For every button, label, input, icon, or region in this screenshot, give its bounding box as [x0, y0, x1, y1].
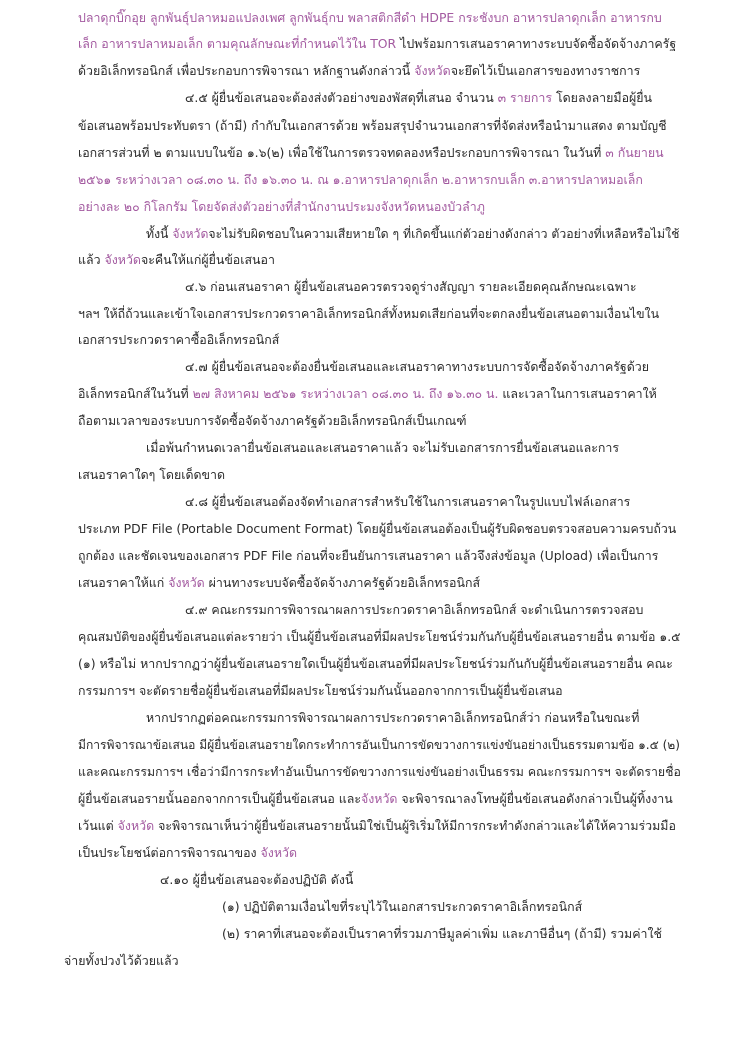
text-line — [146, 224, 679, 244]
body-text: เป็นประโยชน์ต่อการพิจารณาของ — [78, 845, 261, 860]
body-text: เมื่อพ้นกำหนดเวลายื่นข้อเสนอและเสนอราคาแล้ว จะไม่รับเอกสารการยื่นข้อเสนอและการ — [146, 440, 620, 455]
body-text: ถูกต้อง และชัดเจนของเอกสาร PDF File ก่อนที่จะยืนยันการเสนอราคา แล้วจึงส่งข้อมูล (Upload) เพื่อเป็นการ — [78, 548, 659, 563]
body-text: ทั้งนี้ — [146, 227, 173, 241]
text-line — [185, 88, 652, 108]
highlighted-text: ปลาดุกบิ๊กอุย ลูกพันธุ์ปลาหมอแปลงเพศ ลูกพันธุ์กบ พลาสติกสีดำ HDPE กระชังบก อาหารปลาดุกเล็ก อาหารกบ — [78, 10, 662, 25]
text-line — [78, 573, 480, 593]
text-line — [78, 735, 680, 755]
body-text: มีการพิจารณาข้อเสนอ มีผู้ยื่นข้อเสนอรายใดกระทำการอันเป็นการขัดขวางการแข่งขันอย่างเป็นธรรมตามข้อ ๑.๕ (๒) — [78, 738, 680, 752]
body-text: เอกสารประกวดราคาซื้ออิเล็กทรอนิกส์ — [78, 332, 280, 347]
body-text: ๔.๖ ก่อนเสนอราคา ผู้ยื่นข้อเสนอควรตรวจดูร่างสัญญา รายละเอียดคุณลักษณะเฉพาะ — [185, 279, 637, 294]
body-text: เสนอราคาใดๆ โดยเด็ดขาด — [78, 467, 226, 482]
text-line — [64, 951, 179, 971]
body-text: ๔.๘ ผู้ยื่นข้อเสนอต้องจัดทำเอกสารสำหรับใช้ในการเสนอราคาในรูปแบบไฟล์เอกสาร — [185, 494, 631, 509]
body-text: ผู้ยื่นข้อเสนอรายนั้นออกจากการเป็นผู้ยื่นข้อเสนอ และ — [78, 791, 361, 806]
text-line — [78, 116, 666, 136]
highlighted-text: จังหวัด — [117, 818, 155, 833]
body-text: โดยลงลายมือผู้ยื่น — [552, 90, 653, 105]
body-text: ๔.๕ ผู้ยื่นข้อเสนอจะต้องส่งตัวอย่างของพัสดุที่เสนอ จำนวน — [185, 90, 498, 105]
highlighted-text: จังหวัด — [104, 252, 141, 267]
highlighted-text: จังหวัด — [172, 227, 209, 241]
body-text: เว้นแต่ — [78, 818, 118, 833]
text-line — [78, 197, 485, 217]
text-line — [78, 330, 279, 350]
text-line — [222, 924, 662, 944]
text-line — [78, 816, 676, 836]
body-text: (๒) ราคาที่เสนอจะต้องเป็นราคาที่รวมภาษีมูลค่าเพิ่ม และภาษีอื่นๆ (ถ้ามี) รวมค่าใช้ — [222, 926, 662, 941]
body-text: ผ่านทางระบบจัดซื้อจัดจ้างภาครัฐด้วยอิเล็กทรอนิกส์ — [204, 575, 481, 590]
body-text: และเวลาในการเสนอราคาให้ — [498, 386, 657, 401]
text-line — [78, 250, 275, 270]
body-text: ด้วยอิเล็กทรอนิกส์ เพื่อประกอบการพิจารณา หลักฐานดังกล่าวนี้ — [78, 63, 415, 78]
body-text: ฯลฯ ให้ถี่ถ้วนและเข้าใจเอกสารประกวดราคาอิเล็กทรอนิกส์ทั้งหมดเสียก่อนที่จะตกลงยื่นข้อเสนอตามเงื่อนไขใน — [78, 306, 660, 321]
text-line — [78, 384, 657, 404]
body-text: ๔.๑๐ ผู้ยื่นข้อเสนอจะต้องปฏิบัติ ดังนี้ — [160, 872, 354, 887]
body-text: (๑) ปฏิบัติตามเงื่อนไขที่ระบุไว้ในเอกสารประกวดราคาอิเล็กทรอนิกส์ — [222, 899, 583, 914]
body-text: เอกสารส่วนที่ ๒ ตามแบบในข้อ ๑.๖(๒) เพื่อใช้ในการตรวจทดลองหรือประกอบการพิจารณา ในวันที่ — [78, 145, 606, 160]
text-line — [78, 304, 659, 324]
text-line — [78, 789, 673, 809]
body-text: ประเภท PDF File (Portable Document Format) โดยผู้ยื่นข้อเสนอต้องเป็นผู้รับผิดชอบตรวจสอบความครบถ้วน — [78, 521, 677, 536]
text-line — [78, 681, 563, 701]
body-text: อิเล็กทรอนิกส์ในวันที่ — [78, 386, 193, 401]
text-line — [146, 708, 639, 728]
body-text: หากปรากฏต่อคณะกรรมการพิจารณาผลการประกวดราคาอิเล็กทรอนิกส์ว่า ก่อนหรือในขณะที่ — [146, 710, 640, 725]
body-text: แล้ว — [78, 252, 105, 267]
body-text: จะยึดไว้เป็นเอกสารของทางราชการ — [450, 63, 641, 78]
text-line — [78, 654, 673, 674]
highlighted-text: ๓ กันยายน — [605, 145, 664, 160]
text-line — [78, 843, 297, 863]
text-line — [78, 8, 662, 28]
body-text: เสนอราคาให้แก่ — [78, 575, 169, 590]
body-text: จะพิจารณาลงโทษผู้ยื่นข้อเสนอดังกล่าวเป็นผู้ทิ้งงาน — [397, 791, 673, 806]
text-line — [146, 438, 619, 458]
body-text: (๑) หรือไม่ หากปรากฏว่าผู้ยื่นข้อเสนอรายใดเป็นผู้ยื่นข้อเสนอที่มีผลประโยชน์ร่วมกันกับผู้ยื่นข้อเสนอรายอื่น คณะ — [78, 656, 673, 671]
text-line — [78, 762, 681, 782]
body-text: จะคืนให้แก่ผู้ยื่นข้อเสนอา — [140, 252, 275, 267]
body-text: จะพิจารณาเห็นว่าผู้ยื่นข้อเสนอรายนั้นมิใช่เป็นผู้ริเริ่มให้มีการกระทำดังกล่าวและได้ให้ความร่วมมือ — [154, 818, 676, 833]
highlighted-text: เล็ก อาหารปลาหมอเล็ก ตามคุณลักษณะที่กำหนดไว้ใน TOR — [78, 36, 397, 51]
text-line — [185, 492, 630, 512]
highlighted-text: จังหวัด — [168, 575, 205, 590]
highlighted-text: จังหวัด — [361, 791, 398, 806]
text-line — [185, 600, 643, 620]
text-line — [222, 897, 582, 917]
text-line — [78, 34, 676, 54]
body-text: ๔.๙ คณะกรรมการพิจารณาผลการประกวดราคาอิเล็กทรอนิกส์ จะดำเนินการตรวจสอบ — [185, 602, 644, 617]
text-line — [185, 357, 649, 377]
body-text: จ่ายทั้งปวงไว้ด้วยแล้ว — [64, 953, 179, 968]
text-line — [78, 170, 643, 190]
body-text: และคณะกรรมการฯ เชื่อว่ามีการกระทำอันเป็นการขัดขวางการแข่งขันอย่างเป็นธรรม คณะกรรมการฯ จะตัดรายชื่อ — [78, 765, 681, 779]
body-text: กรรมการฯ จะตัดรายชื่อผู้ยื่นข้อเสนอที่มีผลประโยชน์ร่วมกันนั้นออกจากการเป็นผู้ยื่นข้อเสนอ — [78, 683, 563, 698]
body-text: ถือตามเวลาของระบบการจัดซื้อจัดจ้างภาครัฐด้วยอิเล็กทรอนิกส์เป็นเกณฑ์ — [78, 413, 467, 428]
body-text: ไปพร้อมการเสนอราคาทางระบบจัดซื้อจัดจ้างภาครัฐ — [396, 36, 677, 51]
text-line — [78, 411, 467, 431]
highlighted-text: อย่างละ ๒๐ กิโลกรัม โดยจัดส่งตัวอย่างที่สำนักงานประมงจังหวัดหนองบัวลำภู — [78, 199, 485, 214]
text-line — [78, 143, 664, 163]
highlighted-text: จังหวัด — [414, 63, 451, 78]
body-text: คุณสมบัติของผู้ยื่นข้อเสนอแต่ละรายว่า เป็นผู้ยื่นข้อเสนอที่มีผลประโยชน์ร่วมกันกับผู้ยื่นข้อเสนอรายอื่น ตามข้อ ๑.๕ — [78, 630, 681, 644]
text-line — [78, 465, 225, 485]
text-line — [185, 277, 637, 297]
body-text: ๔.๗ ผู้ยื่นข้อเสนอจะต้องยื่นข้อเสนอและเสนอราคาทางระบบการจัดซื้อจัดจ้างภาครัฐด้วย — [185, 359, 650, 374]
text-line — [78, 519, 676, 539]
highlighted-text: ๒๗ สิงหาคม ๒๕๖๑ ระหว่างเวลา ๐๘.๓๐ น. ถึง ๑๖.๓๐ น. — [192, 386, 499, 401]
body-text: ข้อเสนอพร้อมประทับตรา (ถ้ามี) กำกับในเอกสารด้วย พร้อมสรุปจำนวนเอกสารที่จัดส่งหรือนำมาแสดง ตามบัญชี — [78, 118, 667, 133]
highlighted-text: ๓ รายการ — [497, 90, 553, 105]
text-line — [78, 627, 680, 647]
highlighted-text: ๒๕๖๑ ระหว่างเวลา ๐๘.๓๐ น. ถึง ๑๖.๓๐ น. ณ ๑.อาหารปลาดุกเล็ก ๒.อาหารกบเล็ก ๓.อาหารปลาหมอเล็ก — [78, 172, 643, 187]
text-line — [160, 870, 353, 890]
text-line — [78, 61, 640, 81]
highlighted-text: จังหวัด — [260, 845, 298, 860]
body-text: จะไม่รับผิดชอบในความเสียหายใด ๆ ที่เกิดขึ้นแก่ตัวอย่างดังกล่าว ตัวอย่างที่เหลือหรือไม่ใช้ — [208, 227, 680, 241]
text-line — [78, 546, 658, 566]
